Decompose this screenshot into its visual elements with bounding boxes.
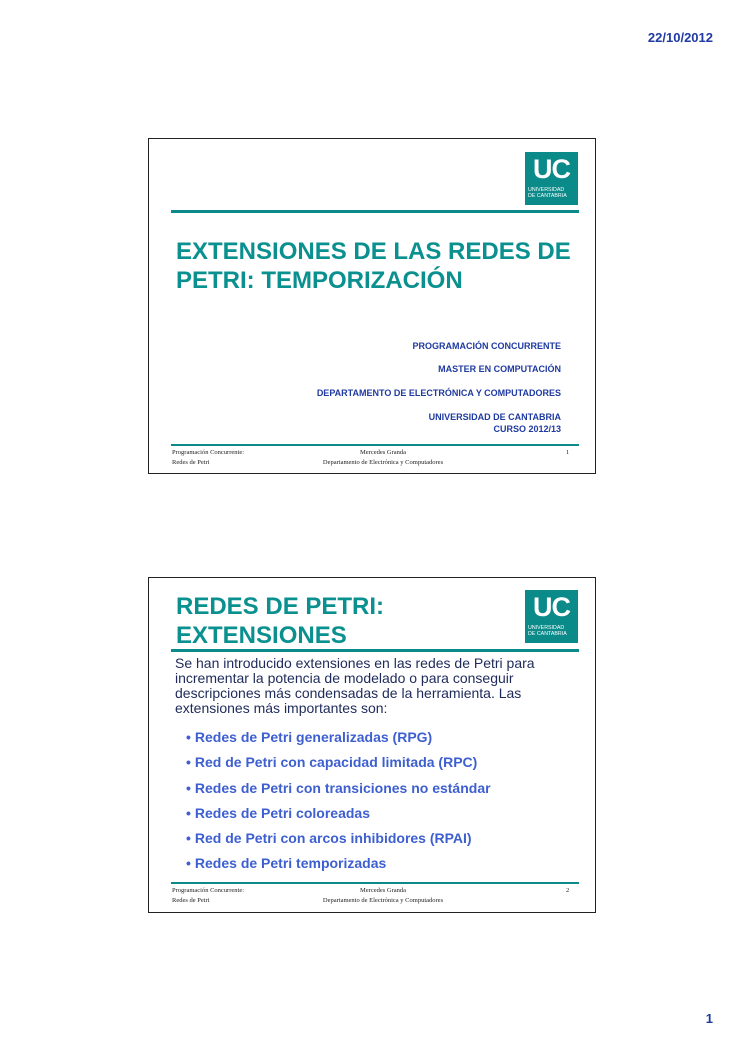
logo-subtitle: UNIVERSIDAD DE CANTABRIA xyxy=(528,187,567,199)
university-logo xyxy=(525,152,578,205)
logo-text: UC xyxy=(533,592,570,622)
page-date: 22/10/2012 xyxy=(647,30,713,45)
footer-rule xyxy=(171,882,579,884)
course-department: DEPARTAMENTO DE ELECTRÓNICA Y COMPUTADORES xyxy=(316,388,561,398)
slide-1 xyxy=(148,138,596,474)
slide-title: EXTENSIONES DE LAS REDES DE PETRI: TEMPORIZACIÓN xyxy=(176,238,571,294)
list-item: • Redes de Petri generalizadas (RPG) xyxy=(186,729,433,745)
logo-text: UC xyxy=(533,154,570,184)
course-university: UNIVERSIDAD DE CANTABRIA xyxy=(428,412,561,422)
intro-paragraph: Se han introducido extensiones en las redes de Petri para incrementar la potencia de modelado o para conseguir descripciones más condensadas de la herramienta. Las extensiones más importantes son: xyxy=(175,655,535,716)
footer-rule xyxy=(171,444,579,446)
slide-title: REDES DE PETRI: EXTENSIONES xyxy=(176,593,385,649)
extensions-list xyxy=(186,725,491,877)
footer-page-number: 2 xyxy=(566,887,570,894)
slide-2 xyxy=(148,577,596,913)
course-program: MASTER EN COMPUTACIÓN xyxy=(438,364,561,374)
course-subject: PROGRAMACIÓN CONCURRENTE xyxy=(412,341,561,351)
title-rule xyxy=(171,649,579,652)
page-number: 1 xyxy=(705,1011,713,1026)
footer-page-number: 1 xyxy=(566,449,570,456)
footer-left: Programación Concurrente: Redes de Petri xyxy=(172,449,245,466)
course-year: CURSO 2012/13 xyxy=(493,424,561,434)
list-item: • Redes de Petri con transiciones no estándar xyxy=(186,779,491,796)
footer-left: Programación Concurrente: Redes de Petri xyxy=(172,887,245,904)
logo-subtitle: UNIVERSIDAD DE CANTABRIA xyxy=(528,625,567,637)
list-item: • Redes de Petri temporizadas xyxy=(186,855,387,872)
list-item: • Red de Petri con arcos inhibidores (RPAI) xyxy=(186,830,472,847)
list-item: • Red de Petri con capacidad limitada (RPC) xyxy=(186,754,478,771)
list-item: • Redes de Petri coloreadas xyxy=(186,804,370,821)
footer-center: Mercedes Granda Departamento de Electrónica y Computadores xyxy=(322,449,444,466)
university-logo xyxy=(525,590,578,643)
title-rule xyxy=(171,210,579,213)
footer-center: Mercedes Granda Departamento de Electrónica y Computadores xyxy=(322,887,444,904)
